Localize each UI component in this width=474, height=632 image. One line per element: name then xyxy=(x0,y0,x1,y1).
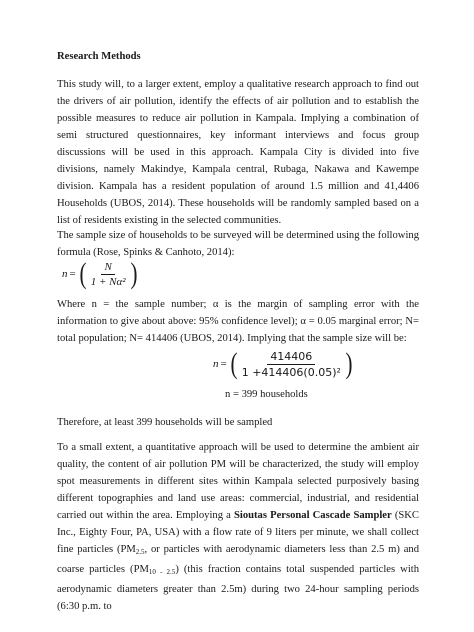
sampler-name: Sioutas Personal Cascade Sampler xyxy=(233,510,392,521)
quantitative-text-4: ) (this fraction contains total suspended particles with aerodynamic diameters greater than 2.5m) during two 24-hour sampling periods (6:30 p.m. to xyxy=(57,564,420,612)
computed-formula: n = ( $\frac{414406}{\text{1 +414406(0.05)²}}$ ) xyxy=(213,347,353,380)
formula-equals: = xyxy=(69,268,76,280)
quantitative-text-1: To a small extent, a quantitative approach will be used to determine the ambient air quality, the content of air pollution PM will be characterized, the study will employ spot measurements in different sites within Kampala selected purposively basing different topographies and land use areas: commercial, industrial, and residential carried out within the area. Employing a xyxy=(57,442,419,521)
computed-denominator: 1 +414406(0.05)² xyxy=(241,365,341,379)
pm-fine-subscript: 2.5 xyxy=(135,548,145,556)
quantitative-text-3: , or particles with aerodynamic diameters less than 2.5 m) and coarse particles (PM xyxy=(57,544,419,575)
computed-equals: = xyxy=(220,358,227,370)
computed-lhs: n xyxy=(213,358,219,370)
formula-fraction xyxy=(88,261,129,288)
computed-numerator: 414406 xyxy=(267,350,315,365)
sample-size-result: n = 399 households xyxy=(225,389,308,400)
paragraph-variables: Where n = the sample number; α is the margin of sampling error with the information to give about above: 95% confidence level); α = 0.05 marginal error; N= total population; N= 414406 (UBOS, 2014). Implying that the sample size will be: xyxy=(57,299,419,344)
quantitative-text-2: (SKC Inc., Eighty Four, PA, USA) with a flow rate of 9 liters per minute, we shall collect fine particles (PM xyxy=(57,510,419,555)
formula-lhs: n xyxy=(62,268,68,280)
paragraph-conclusion: Therefore, at least 399 households will be sampled xyxy=(57,417,273,428)
section-heading: Research Methods xyxy=(57,51,141,62)
formula-numerator: N xyxy=(101,261,114,275)
formula-denominator: 1 + Nα² xyxy=(90,275,126,288)
computed-fraction xyxy=(239,350,344,379)
paragraph-sample-size: The sample size of households to be surveyed will be determined using the following formula (Rose, Spinks & Canhoto, 2014): xyxy=(57,230,419,258)
pm-coarse-subscript: 10 - 2.5 xyxy=(148,568,176,576)
sample-size-formula: n = ( $\frac{N}{\text{1 + Nα²}}$ ) xyxy=(62,257,138,290)
paragraph-quantitative xyxy=(57,439,419,615)
paragraph-intro: This study will, to a larger extent, employ a qualitative research approach to find out the drivers of air pollution, identify the effects of air pollution and to establish the possible measures to reduce air pollution in Kampala. Implying a combination of semi structured questionnaires, key informant interviews and focus group discussions will be used in this approach. Kampala City is divided into five divisions, namely Makindye, Kampala central, Rubaga, Nakawa and Kawempe division. Kampala has a resident population of around 1.5 million and 41,4406 Households (UBOS, 2014). These households will be randomly sampled based on a list of residents existing in the selected communities. xyxy=(57,79,419,226)
